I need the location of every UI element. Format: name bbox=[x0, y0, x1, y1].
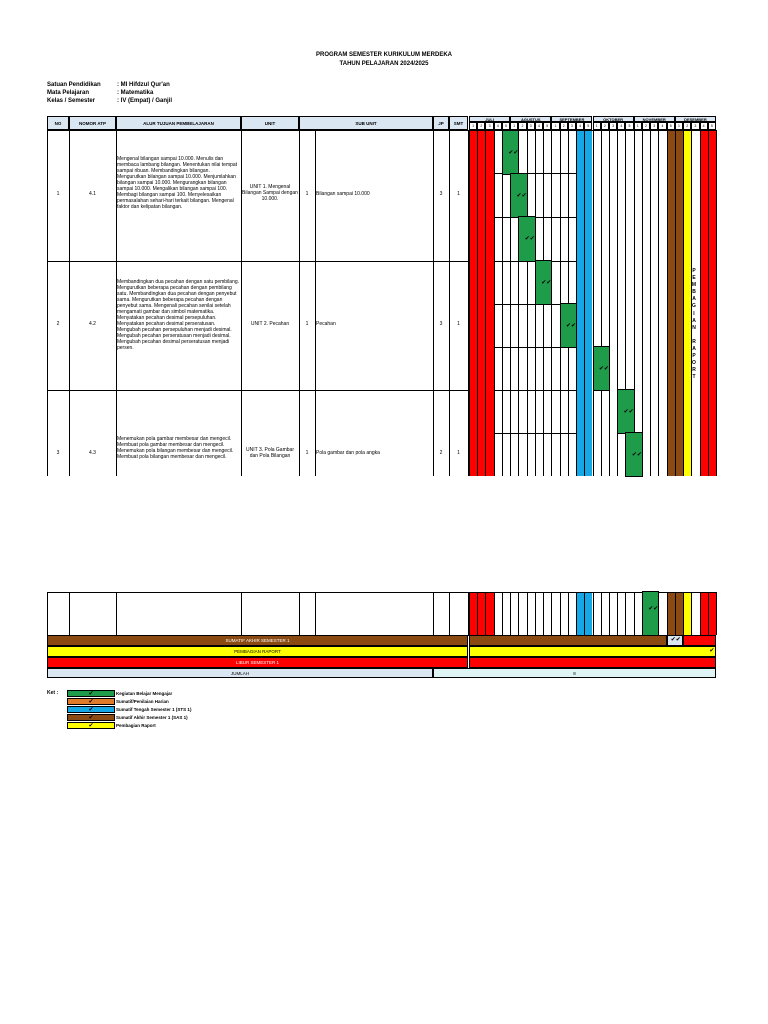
week-cell: 5 bbox=[584, 122, 592, 130]
kbm-block bbox=[536, 261, 551, 304]
grid-vline bbox=[69, 592, 70, 635]
libur-semester-2-fill bbox=[469, 130, 494, 476]
header-jp: JP bbox=[433, 116, 449, 130]
legend-label: Kegiatan Belajar Mengajar bbox=[116, 691, 173, 696]
grid-vline bbox=[47, 130, 48, 476]
legend-swatch: ✔ bbox=[67, 714, 115, 721]
grid-vline bbox=[241, 592, 242, 635]
grid-vline bbox=[667, 130, 668, 476]
header-smt: SMT bbox=[449, 116, 468, 130]
kbm-block bbox=[511, 174, 526, 217]
grid-vline bbox=[675, 130, 676, 476]
legend-label: Sumatif/Penilaian Harian bbox=[116, 699, 169, 704]
kbm-block bbox=[618, 390, 633, 433]
week-cell: 5 bbox=[708, 122, 716, 130]
subrow-line bbox=[494, 390, 576, 391]
row1-jp: 3 bbox=[439, 191, 443, 197]
week-cell: 3 bbox=[609, 122, 617, 130]
subrow-line bbox=[494, 261, 576, 262]
row1-atp: 4.1 bbox=[89, 191, 96, 197]
week-cell: 1 bbox=[510, 122, 518, 130]
legend-label: Sumatif Tengah Semester 1 (STS 1) bbox=[116, 707, 192, 712]
grid-vline bbox=[658, 592, 659, 635]
subrow-line bbox=[494, 433, 576, 434]
info-kelas-label: Kelas / Semester bbox=[47, 98, 96, 104]
row2-alur: Membandingkan dua pecahan dengan satu pembilang. Mengurutkan beberapa pecahan dengan pembilang satu. Membandingkan dua pecahan dengan penyebut sama. Mengurutkan beberapa pecahan dengan penyebut sama. Mengenali pecahan senilai setelah mengamati gambar dan simbol matematika. Menyatakan pecahan desimal persepuluhan. Menyatakan pecahan desimal perseratusan. Mengubah pecahan persepuluhan menjadi desimal. Mengubah pecahan perseratusan menjadi desimal. Mengubah pecahan desimal perseratusan menjadi persen. bbox=[117, 279, 240, 351]
grid-vline bbox=[691, 130, 692, 476]
grid-vline bbox=[502, 130, 503, 476]
grid-vline bbox=[468, 592, 469, 635]
grid-vline bbox=[449, 592, 450, 635]
row-separator bbox=[47, 261, 468, 262]
check-mark: ✔✔ bbox=[541, 280, 552, 286]
band-libur-fill bbox=[469, 657, 716, 668]
week-cell: 4 bbox=[494, 122, 502, 130]
week-cell: 2 bbox=[560, 122, 568, 130]
row2-jp: 3 bbox=[439, 321, 443, 327]
week-cell: 2 bbox=[642, 122, 650, 130]
grid-vline bbox=[69, 130, 70, 476]
grid-vline bbox=[560, 592, 561, 635]
month-5: NOVEMBER bbox=[634, 116, 675, 122]
grid-vline bbox=[700, 130, 701, 476]
row3-jp: 2 bbox=[439, 450, 443, 456]
grid-vline bbox=[527, 130, 528, 476]
week-cell: 1 bbox=[469, 122, 477, 130]
grid-vline bbox=[642, 130, 643, 476]
header-sub-unit: SUB UNIT bbox=[299, 116, 433, 130]
week-cell: 3 bbox=[568, 122, 576, 130]
grid-vline bbox=[116, 592, 117, 635]
pembagian-raport-label: P E M B A G I A N R A P O R T bbox=[691, 268, 697, 381]
week-cell: 3 bbox=[650, 122, 658, 130]
row2-sub-no: 1 bbox=[305, 321, 309, 327]
row1-no: 1 bbox=[56, 191, 60, 197]
row3-sub-no: 1 bbox=[305, 450, 309, 456]
month-3: SEPTEMBER bbox=[551, 116, 592, 122]
row1-smt: 1 bbox=[457, 191, 460, 197]
grid-vline bbox=[675, 592, 676, 635]
grid-vline bbox=[601, 130, 602, 476]
grid-vline bbox=[433, 130, 434, 476]
kbm-block bbox=[503, 131, 518, 174]
grid-vline bbox=[299, 592, 300, 635]
check-mark: ✔✔ bbox=[648, 606, 659, 612]
week-cell: 3 bbox=[691, 122, 699, 130]
grid-vline bbox=[485, 130, 486, 476]
grid-vline bbox=[584, 592, 585, 635]
check-mark: ✔ bbox=[709, 648, 715, 654]
week-cell: 5 bbox=[625, 122, 633, 130]
band-sas-label: SUMATIF AKHIR SEMESTER 1 bbox=[47, 635, 468, 646]
week-cell: 1 bbox=[675, 122, 683, 130]
grid-vline bbox=[576, 130, 577, 476]
grid-vline bbox=[658, 130, 659, 476]
grid-vline bbox=[617, 592, 618, 635]
subrow-line bbox=[494, 217, 576, 218]
check-mark: ✔✔ bbox=[670, 637, 681, 643]
legend-swatch: ✔ bbox=[67, 706, 115, 713]
grid-vline bbox=[469, 130, 470, 476]
check-mark: ✔✔ bbox=[516, 193, 527, 199]
row2-no: 2 bbox=[56, 321, 60, 327]
grid-vline bbox=[683, 130, 684, 476]
info-satuan-value: : MI Hifdzul Qur'an bbox=[117, 82, 170, 88]
grid-vline bbox=[568, 592, 569, 635]
grid-vline bbox=[543, 592, 544, 635]
row2-unit: UNIT 2. Pecahan bbox=[250, 321, 290, 327]
row-separator bbox=[47, 390, 468, 391]
grid-hline bbox=[47, 130, 716, 131]
week-cell: 2 bbox=[601, 122, 609, 130]
band-raport-label: PEMBAGIAN RAPORT bbox=[47, 646, 468, 657]
page-subtitle: TAHUN PELAJARAN 2024/2025 bbox=[339, 61, 429, 67]
month-1: JULI bbox=[469, 116, 510, 122]
grid-vline bbox=[584, 130, 585, 476]
band-rest-fill bbox=[683, 635, 716, 646]
header-nomor-atp: NOMOR ATP bbox=[69, 116, 116, 130]
check-mark: ✔✔ bbox=[631, 452, 642, 458]
subrow-line bbox=[494, 347, 576, 348]
grid-vline bbox=[116, 130, 117, 476]
legend-swatch: ✔ bbox=[67, 690, 115, 697]
grid-vline bbox=[494, 592, 495, 635]
week-cell: 4 bbox=[535, 122, 543, 130]
grid-vline bbox=[449, 130, 450, 476]
week-cell: 2 bbox=[477, 122, 485, 130]
page-title: PROGRAM SEMESTER KURIKULUM MERDEKA bbox=[315, 52, 452, 58]
check-mark: ✔✔ bbox=[598, 366, 609, 372]
grid-vline bbox=[708, 592, 709, 635]
row1-unit: UNIT 1. Mengenal Bilangan Sampai dengan 10.000. bbox=[242, 184, 298, 202]
row1-sub: Bilangan sampai 10.000 bbox=[316, 191, 370, 197]
grid-vline bbox=[299, 130, 300, 476]
info-mapel bbox=[47, 89, 153, 97]
header-no: NO bbox=[47, 116, 69, 130]
grid-vline bbox=[468, 130, 469, 476]
band-jumlah-value: 8 bbox=[433, 668, 716, 678]
grid-vline bbox=[593, 592, 594, 635]
week-cell: 4 bbox=[700, 122, 708, 130]
info-mapel-label: Mata Pelajaran bbox=[47, 90, 90, 96]
week-cell: 4 bbox=[576, 122, 584, 130]
grid-vline bbox=[650, 130, 651, 476]
info-satuan-label: Satuan Pendidikan bbox=[47, 82, 101, 88]
grid-vline bbox=[315, 130, 316, 476]
grid-vline bbox=[469, 592, 470, 635]
info-satuan bbox=[47, 81, 170, 89]
band-sas-fill bbox=[469, 635, 667, 646]
row3-no: 3 bbox=[56, 450, 60, 456]
row3-sub: Pola gambar dan pola angka bbox=[316, 450, 380, 456]
week-cell: 4 bbox=[617, 122, 625, 130]
header-unit: UNIT bbox=[241, 116, 299, 130]
grid-vline bbox=[601, 592, 602, 635]
grid-vline bbox=[667, 592, 668, 635]
check-mark: ✔✔ bbox=[623, 409, 634, 415]
grid-vline bbox=[47, 592, 48, 635]
row3-unit: UNIT 3. Pola Gambar dan Pola Bilangan bbox=[246, 447, 294, 459]
grid-vline bbox=[593, 130, 594, 476]
grid-vline bbox=[315, 592, 316, 635]
kbm-block bbox=[561, 304, 576, 347]
grid-vline bbox=[625, 592, 626, 635]
grid-vline bbox=[716, 130, 717, 476]
grid-vline bbox=[502, 592, 503, 635]
band-jumlah-label: JUMLAH bbox=[47, 668, 433, 678]
legend-label: Pembagian Raport bbox=[116, 723, 156, 728]
grid-vline bbox=[494, 130, 495, 476]
header-alur: ALUR TUJUAN PEMBELAJARAN bbox=[116, 116, 241, 130]
week-cell: 1 bbox=[634, 122, 642, 130]
grid-vline bbox=[634, 592, 635, 635]
band-raport-fill bbox=[469, 646, 716, 657]
grid-vline bbox=[510, 592, 511, 635]
grid-vline bbox=[609, 592, 610, 635]
grid-vline bbox=[634, 130, 635, 476]
kbm-block bbox=[643, 592, 658, 635]
grid-vline bbox=[568, 130, 569, 476]
grid-vline bbox=[700, 592, 701, 635]
week-cell: 2 bbox=[518, 122, 526, 130]
week-cell: 2 bbox=[683, 122, 691, 130]
legend-label: Sumatif Akhir Semester 1 (SAS 1) bbox=[116, 715, 188, 720]
grid-vline bbox=[683, 592, 684, 635]
row1-alur: Mengenal bilangan sampai 10.000. Menulis dan membaca lambang bilangan. Menentukan nilai tempat sampai ribuan. Membandingkan bilangan. Mengurutkan bilangan sampai 10.000. Menjumlahkan bilangan sampai 10.000. Mengurangkan bilangan sampai 10.000. Mengalikan bilangan sampai 100. Membagi bilangan sampai 100. Menyelesaikan permasalahan sehari-hari terkait bilangan. Mengenal faktor dan kelipatan bilangan. bbox=[117, 156, 238, 210]
month-6: DESEMBER bbox=[675, 116, 716, 122]
libur-semester-2-fill bbox=[469, 592, 494, 635]
grid-vline bbox=[477, 592, 478, 635]
grid-vline bbox=[535, 592, 536, 635]
info-kelas-value: : IV (Empat) / Ganjil bbox=[117, 98, 173, 104]
grid-vline bbox=[551, 592, 552, 635]
grid-vline bbox=[716, 592, 717, 635]
legend-swatch: ✔ bbox=[67, 698, 115, 705]
grid-hline bbox=[47, 592, 716, 593]
grid-vline bbox=[433, 592, 434, 635]
week-cell: 5 bbox=[667, 122, 675, 130]
grid-vline bbox=[477, 130, 478, 476]
week-cell: 1 bbox=[593, 122, 601, 130]
legend-swatch: ✔ bbox=[67, 722, 115, 729]
kbm-block bbox=[594, 347, 609, 390]
row2-smt: 1 bbox=[457, 321, 460, 327]
legend-ket: Ket : bbox=[47, 690, 59, 696]
check-mark: ✔✔ bbox=[565, 323, 577, 329]
row3-atp: 4.3 bbox=[89, 450, 96, 456]
row2-atp: 4.2 bbox=[89, 321, 96, 327]
row3-alur: Menemukan pola gambar membesar dan mengecil. Membuat pola gambar membesar dan mengecil. Menemukan pola bilangan membesar dan mengecil. Membuat pola bilangan membesar dan mengecil. bbox=[117, 436, 234, 460]
check-mark: ✔✔ bbox=[524, 236, 535, 242]
row1-sub-no: 1 bbox=[305, 191, 309, 197]
row3-smt: 1 bbox=[457, 450, 460, 456]
grid-vline bbox=[485, 592, 486, 635]
grid-vline bbox=[609, 130, 610, 476]
grid-vline bbox=[518, 592, 519, 635]
grid-vline bbox=[708, 130, 709, 476]
month-4: OKTOBER bbox=[593, 116, 634, 122]
week-cell: 5 bbox=[543, 122, 551, 130]
week-cell: 3 bbox=[485, 122, 493, 130]
week-cell: 3 bbox=[527, 122, 535, 130]
kbm-block bbox=[626, 433, 641, 476]
grid-vline bbox=[551, 130, 552, 476]
info-kelas bbox=[47, 97, 172, 105]
grid-vline bbox=[241, 130, 242, 476]
row2-sub: Pecahan bbox=[316, 321, 336, 327]
info-mapel-value: : Matematika bbox=[117, 90, 154, 96]
week-cell: 5 bbox=[502, 122, 510, 130]
month-2: AGUSTUS bbox=[510, 116, 551, 122]
kbm-block bbox=[519, 217, 534, 261]
week-cell: 4 bbox=[658, 122, 666, 130]
grid-vline bbox=[560, 130, 561, 476]
grid-vline bbox=[527, 592, 528, 635]
grid-vline bbox=[691, 592, 692, 635]
band-libur-label: LIBUR SEMESTER 1 bbox=[47, 657, 468, 668]
check-mark: ✔✔ bbox=[508, 150, 519, 156]
week-cell: 1 bbox=[551, 122, 559, 130]
grid-vline bbox=[576, 592, 577, 635]
